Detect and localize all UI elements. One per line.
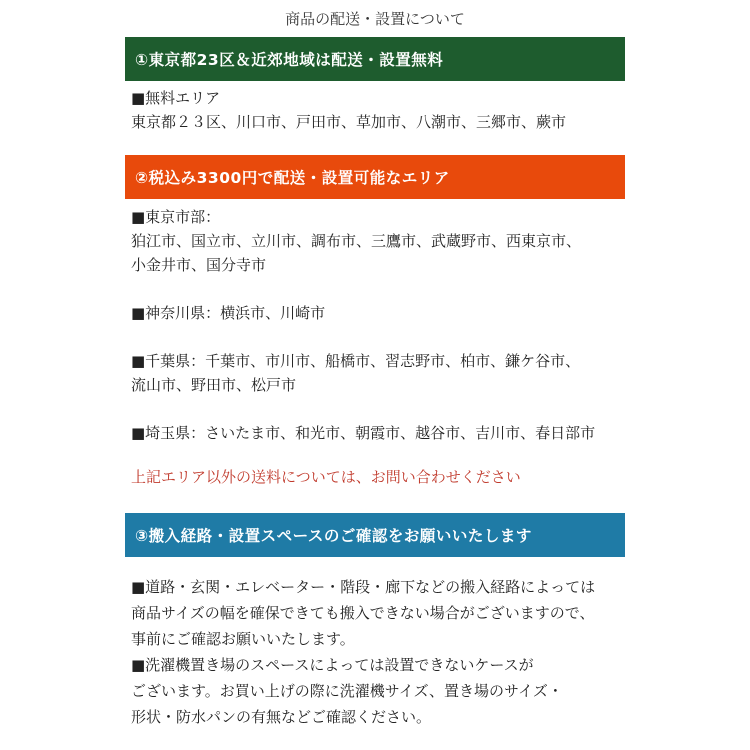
route-line2: 商品サイズの幅を確保できても搬入できない場合がございますので、 [131,604,595,622]
chiba-cities-line2: 流山市、野田市、松戸市 [131,376,297,394]
shipping-notice-text: 上記エリア以外の送料については、お問い合わせください [131,468,521,486]
kanagawa-cities: ■神奈川県：横浜市、川崎市 [131,304,326,322]
route-line1: ■道路・玄関・エレベーター・階段・廊下などの搬入経路によっては [131,578,596,596]
free-area-label: ■無料エリア [131,89,221,107]
space-line3: 形状・防水パンの有無などご確認ください。 [131,708,432,726]
page-title: 商品の配送・設置について [285,10,465,28]
saitama-cities: ■埼玉県：さいたま市、和光市、朝霞市、越谷市、吉川市、春日部市 [131,424,596,442]
free-area-cities: 東京都２３区、川口市、戸田市、草加市、八潮市、三郷市、蕨市 [131,113,567,131]
section3-content [131,574,631,730]
tokyo-cities-line2: 小金井市、国分寺市 [131,256,267,274]
tokyo-cities-line1: 狛江市、国立市、立川市、調布市、三鷹市、武蔵野市、西東京市、 [131,232,582,250]
section1-banner: ①東京都23区＆近郊地域は配送・設置無料 [125,37,625,81]
route-line3: 事前にご確認お願いいたします。 [131,630,355,648]
space-line2: ございます。お買い上げの際に洗濯機サイズ、置き場のサイズ・ [131,682,563,700]
shipping-notice [131,465,631,489]
section3-banner: ③搬入経路・設置スペースのご確認をお願いいたします [125,513,625,557]
section2-banner: ②税込み3300円で配送・設置可能なエリア [125,155,625,199]
kanagawa-block [131,301,631,325]
section2-content [131,205,631,277]
space-line1: ■洗濯機置き場のスペースによっては設置できないケースが [131,656,534,674]
tokyo-label: ■東京市部： [131,208,221,226]
chiba-cities-line1: ■千葉県：千葉市、市川市、船橋市、習志野市、柏市、鎌ケ谷市、 [131,352,581,370]
chiba-block [131,349,631,397]
section1-content [131,86,631,134]
saitama-block [131,421,631,445]
